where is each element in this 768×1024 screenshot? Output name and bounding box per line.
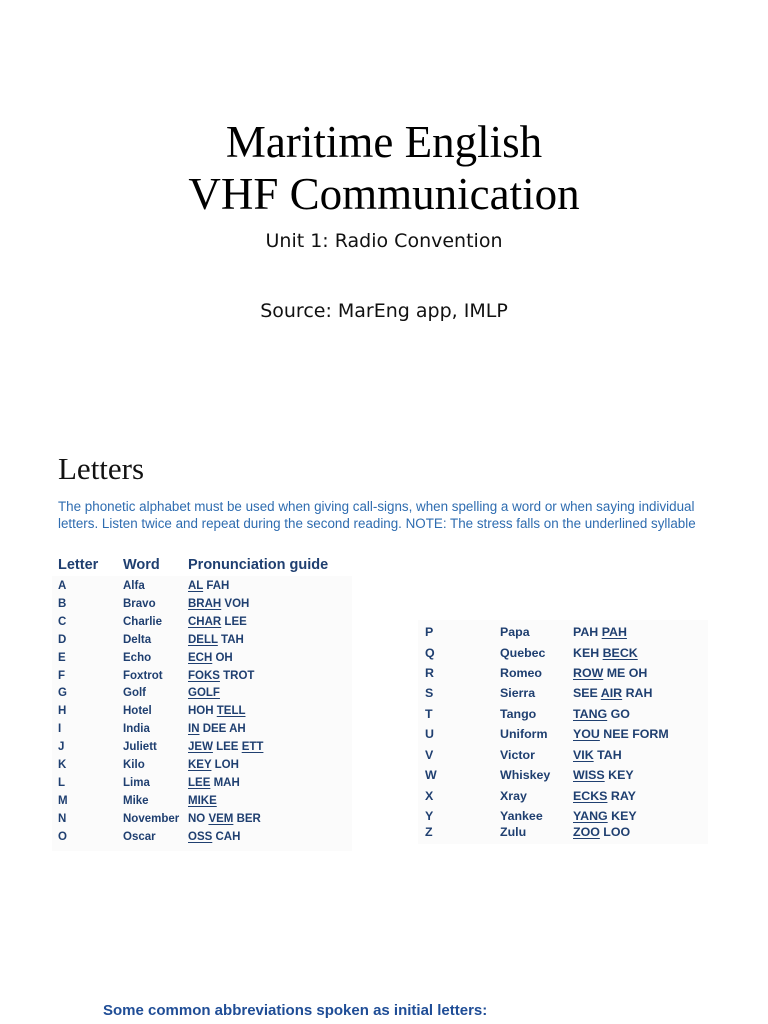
pronunciation-guide [188,705,246,717]
code-word: Papa [500,625,530,639]
pronunciation-guide [573,727,669,741]
stressed-syllable: OSS [188,830,213,843]
code-word: Lima [123,776,150,789]
pronunciation-guide [573,625,627,639]
document-title-line1: Maritime English [225,117,543,167]
column-header-word: Word [123,557,160,573]
alphabet-letter: G [58,687,67,700]
code-word: Mike [123,794,149,807]
code-word: Delta [123,633,152,646]
stressed-syllable: ECKS [573,789,608,803]
stressed-syllable: KEY [188,759,212,771]
stressed-syllable: VEM [208,812,234,825]
code-word: Sierra [500,686,536,700]
source-line: Source: MarEng app, IMLP [260,300,508,322]
syllable: KEY [607,809,637,823]
pronunciation-guide [188,777,240,789]
alphabet-letter: A [58,580,67,592]
pronunciation-guide [573,686,652,700]
code-word: Whiskey [500,768,551,782]
intro-paragraph: The phonetic alphabet must be used when giving call-signs, when spelling a word or when saying individual letters. Listen twice and repeat during the second reading. NOTE: The stress falls on the underlined syllable [58,499,696,532]
alphabet-letter: U [425,727,434,741]
pronunciation-guide [573,809,637,823]
syllable: PAH [573,625,602,639]
section-heading: Letters [58,451,145,486]
column-header-letter: Letter [58,557,99,573]
pronunciation-guide [188,687,220,699]
alphabet-letter: H [58,705,67,718]
code-word: Zulu [500,825,527,839]
alphabet-letter: D [58,633,67,646]
code-word: Alfa [123,580,145,592]
code-word: November [123,812,180,825]
alphabet-letter: K [58,759,67,771]
syllable: TAH [593,748,622,762]
stressed-syllable: ZOO [573,825,600,839]
pronunciation-guide [573,666,647,680]
alphabet-letter: M [58,794,68,807]
code-word: Tango [500,707,537,721]
pronunciation-guide [188,616,247,628]
alphabet-letter: W [425,768,437,782]
code-word: Uniform [500,727,548,741]
syllable: TAH [217,633,244,646]
syllable: DEE AH [199,723,246,736]
pronunciation-guide [188,580,229,592]
code-word: Victor [500,748,535,762]
alphabet-letter: Z [425,825,433,839]
document-title-line2: VHF Communication [188,169,580,219]
stressed-syllable: GOLF [188,687,220,700]
pronunciation-guide [188,723,246,735]
pronunciation-guide [188,634,244,646]
alphabet-letter: C [58,615,67,628]
pronunciation-guide [188,831,240,843]
code-word: Yankee [500,809,543,823]
alphabet-letter: V [425,748,434,762]
code-word: India [123,723,150,736]
syllable: TROT [219,669,255,682]
alphabet-letter: J [58,741,65,754]
syllable: FAH [203,580,230,592]
code-word: Kilo [123,759,145,771]
stressed-syllable: YANG [573,809,608,823]
stressed-syllable: TELL [216,705,246,718]
syllable: KEY [604,768,634,782]
pronunciation-guide [188,670,254,682]
pronunciation-guide [188,741,263,753]
code-word: Quebec [500,646,546,660]
pronunciation-guide [188,795,217,807]
alphabet-letter: O [58,830,67,843]
pronunciation-guide [573,748,622,762]
syllable: LOH [211,759,239,771]
stressed-syllable: ETT [241,741,264,754]
alphabet-letter: T [425,707,433,721]
code-word: Xray [500,789,527,803]
column-header-guide: Pronunciation guide [188,557,329,573]
alphabet-letter: I [58,723,62,736]
syllable: LEE [212,741,242,754]
code-word: Oscar [123,830,156,843]
stressed-syllable: AIR [600,686,623,700]
code-word: Romeo [500,666,542,680]
code-word: Foxtrot [123,669,163,682]
pronunciation-guide [188,652,233,664]
syllable: GO [607,707,630,721]
unit-subtitle: Unit 1: Radio Convention [265,230,503,252]
alphabet-letter: S [425,686,434,700]
stressed-syllable: DELL [188,633,218,646]
stressed-syllable: TANG [573,707,608,721]
stressed-syllable: BECK [602,646,638,660]
alphabet-letter: Q [425,646,435,660]
pronunciation-guide [573,825,630,839]
syllable: VOH [221,597,250,610]
stressed-syllable: ROW [573,666,604,680]
syllable: LOO [599,825,631,839]
pronunciation-guide [573,789,636,803]
syllable: LEE [221,615,247,628]
code-word: Bravo [123,597,156,610]
code-word: Golf [123,687,146,700]
pronunciation-guide [573,707,630,721]
pronunciation-guide [188,598,249,610]
alphabet-letter: Y [425,809,434,823]
alphabet-letter: L [58,776,66,789]
stressed-syllable: PAH [601,625,627,639]
syllable: HOH [188,705,217,718]
syllable: MAH [210,776,240,789]
syllable: BER [233,812,261,825]
pronunciation-guide [188,813,261,825]
syllable: NO [188,812,209,825]
stressed-syllable: LEE [188,776,211,789]
pronunciation-guide [573,646,638,660]
stressed-syllable: IN [188,723,200,736]
code-word: Juliett [123,741,157,754]
pronunciation-guide [573,768,634,782]
pronunciation-guide [188,759,239,771]
alphabet-letter: B [58,597,67,610]
stressed-syllable: JEW [188,741,213,754]
stressed-syllable: FOKS [188,669,220,682]
alphabet-letter: E [58,651,66,664]
syllable: OH [212,651,233,664]
syllable: KEH [573,646,603,660]
syllable: NEE FORM [599,727,669,741]
stressed-syllable: ECH [188,651,213,664]
syllable: RAH [622,686,653,700]
abbreviations-heading: Some common abbreviations spoken as initial letters: [103,1002,488,1019]
alphabet-letter: F [58,669,66,682]
syllable: SEE [573,686,601,700]
code-word: Hotel [123,705,152,718]
stressed-syllable: YOU [573,727,600,741]
alphabet-letter: P [425,625,434,639]
stressed-syllable: VIK [573,748,594,762]
stressed-syllable: BRAH [188,597,222,610]
alphabet-letter: N [58,812,67,825]
alphabet-letter: R [425,666,434,680]
syllable: CAH [212,830,241,843]
stressed-syllable: AL [188,580,204,592]
syllable: ME OH [603,666,648,680]
stressed-syllable: WISS [573,768,605,782]
alphabet-letter: X [425,789,434,803]
stressed-syllable: CHAR [188,615,222,628]
code-word: Charlie [123,615,162,628]
syllable: RAY [607,789,636,803]
code-word: Echo [123,651,152,664]
stressed-syllable: MIKE [188,794,217,807]
